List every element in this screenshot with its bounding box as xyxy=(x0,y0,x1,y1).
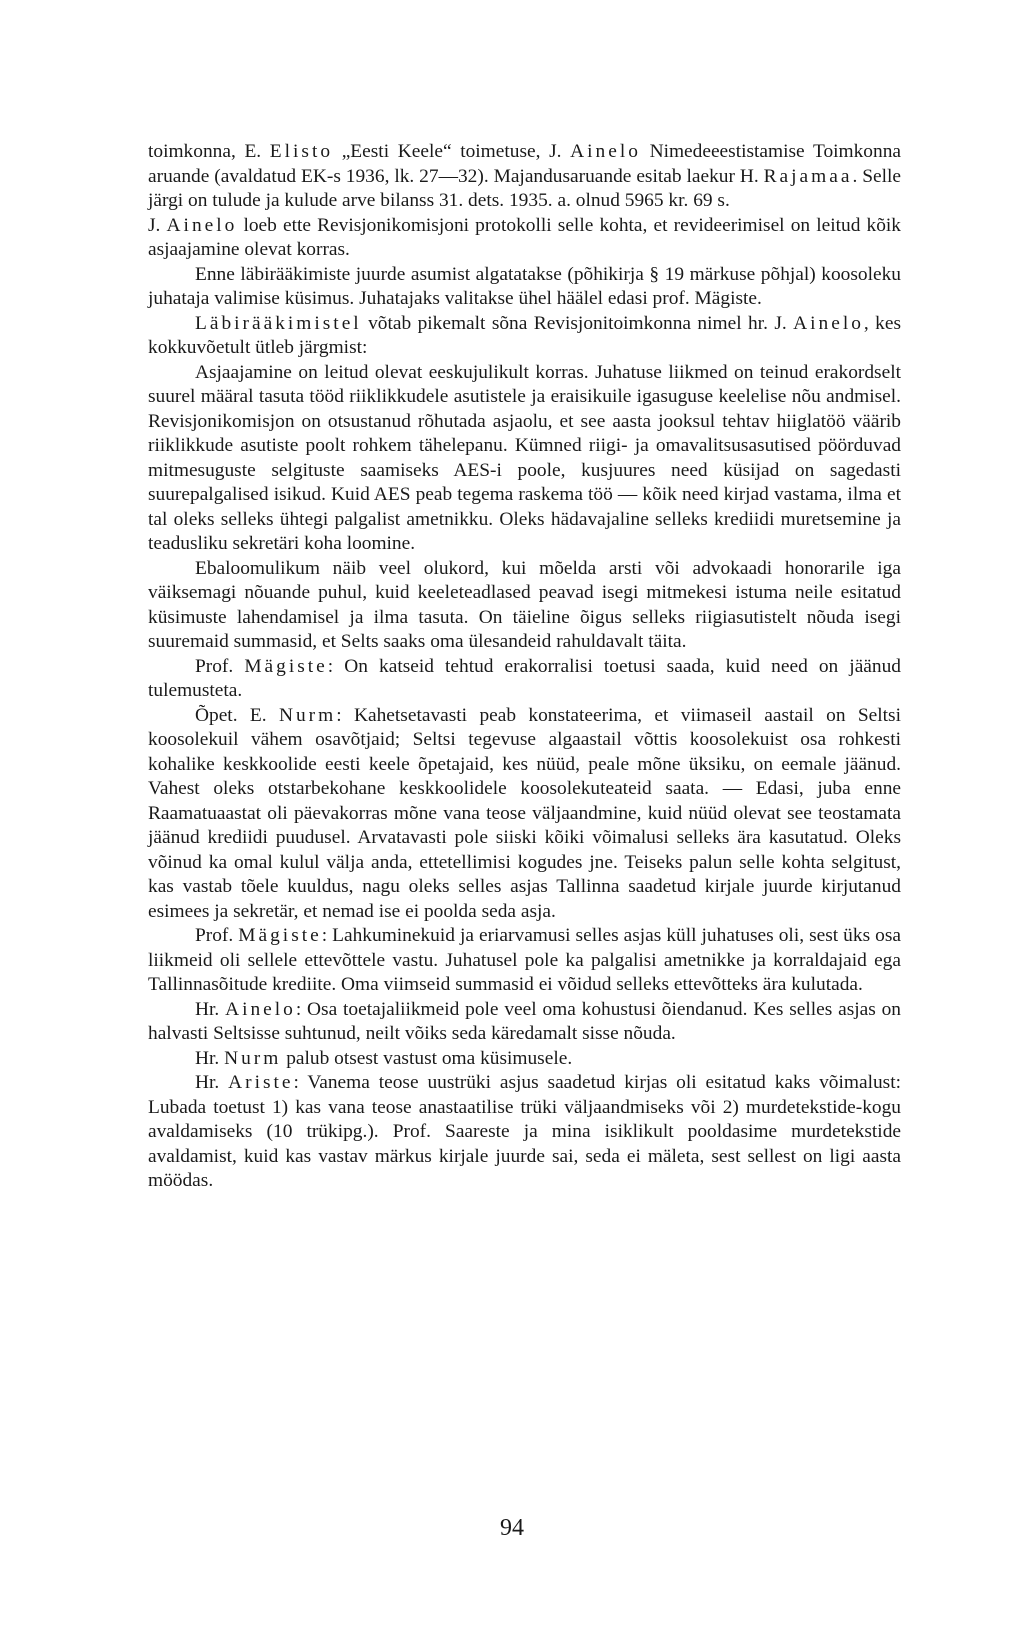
text-run: : On katseid tehtud erakorralisi toetusi saada, kuid need on jäänud tulemusteta. xyxy=(148,655,901,701)
text-run: : Lahkuminekuid ja eriarvamusi selles asjas küll juhatuses oli, sest üks osa liikmeid oli sellele ettevõttele vastu. Juhatusel pole ka palgalisi ametnikke ja korraldajaid ega Tallinnasõitude krediite. Oma viimseid summasid ei võidud selleks ettevõtteks ära kulutada. xyxy=(148,925,901,995)
paragraph xyxy=(148,214,901,263)
spaced-name: Rajamaa xyxy=(763,165,853,187)
text-run: toimkonna, E. xyxy=(148,141,270,162)
paragraph xyxy=(148,655,901,704)
text-run: Ebaloomulikum näib veel olukord, kui mõelda arsti või advokaadi honorarile iga väiksemagi nõuande puhul, kuid keeleteadlased peavad isegi mitmekesi istuma neile esitatud küsimuste lahendamisel ja ilma tasuta. On täieline õigus selleks riigiasutistelt nõuda isegi suuremaid summasid, et Selts saaks oma ülesandeid rahuldavalt täita. xyxy=(148,557,901,652)
text-run: Enne läbirääkimiste juurde asumist algatatakse (põhikirja § 19 märkuse põhjal) koosoleku juhataja valimise küsimus. Juhatajaks valitakse ühel häälel edasi prof. Mägiste. xyxy=(148,263,901,309)
spaced-name: Ariste xyxy=(228,1072,294,1093)
text-run: , kes kokkuvõetult ütleb järgmist: xyxy=(148,312,902,358)
spaced-name: Ainelo xyxy=(225,998,296,1020)
spaced-name: Mägiste xyxy=(244,655,328,677)
paragraph xyxy=(148,361,901,557)
text-run: . Selle järgi on tulude ja kulude arve bilanss 31. dets. 1935. a. olnud 5965 kr. 69 s. xyxy=(148,165,901,211)
paragraph xyxy=(148,998,901,1047)
text-run: loeb ette Revisjonikomisjoni protokolli selle kohta, et revideerimisel on leitud kõik asjaajamine olevat korras. xyxy=(148,214,901,260)
spaced-name: Ainelo xyxy=(166,214,238,236)
spaced-name: Läbirääkimistel xyxy=(195,312,362,334)
text-run: Hr. xyxy=(195,998,226,1020)
text-run: Asjaajamine on leitud olevat eeskujulikult korras. Juhatuse liikmed on teinud erakordselt suurel määral tasuta tööd riiklikkudele asutistele ja eraisikuile igasuguse keelelise nõu andmisel. Revisjonikomisjon on otsustanud rõhutada asjaolu, et see aasta jooksul tehtav hiiglatöö väärib riiklikkude asutiste poolt rohkem tähelepanu. Kümned riigi- ja omavalitsusasutised pöörduvad mitmesuguste selgituste saamiseks AES-i poole, kusjuures need küsijad on sagedasti suurepalgalised isikud. Kuid AES peab tegema raskema töö — kõik need kirjad vastama, ilma et tal oleks selleks ühtegi palgalist ametnikku. Oleks hädavajaline selleks krediidi muretsemine ja teadusliku sekretäri koha loomine. xyxy=(148,361,901,554)
paragraph xyxy=(148,1047,901,1072)
spaced-name: Ainelo xyxy=(570,141,641,162)
text-run: Prof. xyxy=(195,925,239,946)
paragraph xyxy=(148,1071,901,1194)
text-run: Hr. xyxy=(195,1047,225,1069)
text-run: : Kahetsetavasti peab konstateerima, et viimaseil aastail on Seltsi koosolekuil vähem osavõtjaid; Seltsi tegevuse algaastail võttis koosolekuist osa rohkesti kohalike keskkoolide eesti keele õpetajaid, kes nüüd, peale mõne üksiku, on eemale jäänud. Vahest oleks otstarbekohane keskkoolidele koosolekuteateid saata. — Edasi, juba enne Raamatuaastat oli päevakorras mõne vana teose väljaandmine, kuid nüüd olevat see teostamata jäänud krediidi puudusel. Arvatavasti pole siiski kõiki võimalusi selleks ära kasutatud. Oleks võinud ka omal kulul välja anda, ettetellimisi kogudes jne. Teiseks palun selle kohta selgitust, kas vastab tõele kuuldus, nagu oleks selles asjas Tallinna saadetud kirjale juurde kirjutanud esimees ja sekretär, et nemad ise ei poolda seda asja. xyxy=(148,704,901,922)
paragraph xyxy=(148,312,901,361)
page-number: 94 xyxy=(500,1515,524,1541)
text-run: „Eesti Keele“ toimetuse, J. xyxy=(333,141,571,162)
text-run: Prof. xyxy=(195,655,245,677)
spaced-name: Nurm xyxy=(278,704,337,726)
spaced-name: Nurm xyxy=(224,1047,282,1069)
text-run: J. xyxy=(148,214,167,236)
text-run: Hr. xyxy=(195,1072,229,1093)
paragraph xyxy=(148,557,901,655)
spaced-name: Mägiste xyxy=(238,925,322,946)
document-body xyxy=(148,140,901,1194)
text-run: Nimedeeestistamise Toimkonna aruande (avaldatud EK-s 1936, lk. 27—32). Majandusaruande esitab laekur H. xyxy=(148,141,901,187)
paragraph xyxy=(148,924,901,998)
text-run: võtab pikemalt sõna Revisjonitoimkonna nimel hr. J. xyxy=(361,312,794,334)
paragraph xyxy=(148,704,901,925)
text-run: : Osa toetajaliikmeid pole veel oma kohustusi õiendanud. Kes selles asjas on halvasti Seltsisse suhtunud, neilt võiks seda käredamalt sisse nõuda. xyxy=(148,998,901,1044)
text-run: palub otsest vastust oma küsimusele. xyxy=(281,1047,573,1069)
paragraph xyxy=(148,140,901,214)
paragraph xyxy=(148,263,901,312)
text-run: : Vanema teose uustrüki asjus saadetud kirjas oli esitatud kaks võimalust: Lubada toetust 1) kas vana teose anastaatilise trüki väljaandmiseks või 2) murdetekstide-kogu avaldamiseks (10 trükipg.). Prof. Saareste ja mina isiklikult pooldasime murdetekstide avaldamist, kuid kas vastav märkus kirjale juurde sai, seda ei mäleta, sest sellest on ligi aasta möödas. xyxy=(148,1072,901,1191)
spaced-name: Elisto xyxy=(269,141,334,162)
text-run: Õpet. E. xyxy=(195,704,279,726)
spaced-name: Ainelo xyxy=(793,312,864,334)
